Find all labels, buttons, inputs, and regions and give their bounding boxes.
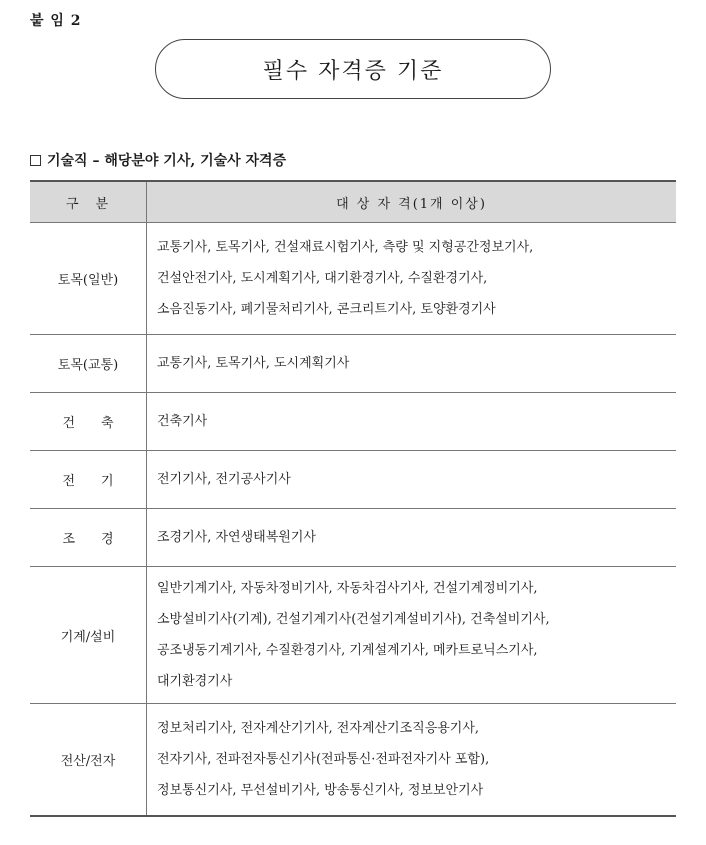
qualification-line: 전기기사, 전기공사기사 xyxy=(157,472,291,487)
qualification-table xyxy=(30,180,676,817)
qualification-line: 조경기사, 자연생태복원기사 xyxy=(157,530,316,545)
qualification-line: 일반기계기사, 자동차정비기사, 자동차검사기사, 건설기계정비기사, xyxy=(157,581,538,596)
checkbox-icon xyxy=(30,155,41,166)
row-qualifications xyxy=(147,335,677,393)
row-qualifications xyxy=(147,704,677,816)
row-qualifications xyxy=(147,567,677,704)
row-category: 건 축 xyxy=(30,393,147,451)
qualification-line: 대기환경기사 xyxy=(157,674,233,689)
qualification-line: 전자기사, 전파전자통신기사(전파통신·전파전자기사 포함), xyxy=(157,751,490,767)
qualification-line: 정보통신기사, 무선설비기사, 방송통신기사, 정보보안기사 xyxy=(157,782,484,798)
row-category: 전 기 xyxy=(30,451,147,509)
qualification-line: 교통기사, 토목기사, 건설재료시험기사, 측량 및 지형공간정보기사, xyxy=(157,240,534,255)
row-qualifications xyxy=(147,451,677,509)
row-category: 전산/전자 xyxy=(30,704,147,816)
row-category: 토목(교통) xyxy=(30,335,147,393)
table-row xyxy=(30,335,676,393)
header-qualification: 대 상 자 격(1개 이상) xyxy=(147,181,677,223)
page-title: 필수 자격증 기준 xyxy=(262,58,444,84)
qualification-line: 건축기사 xyxy=(157,414,208,429)
qualification-line: 건설안전기사, 도시계획기사, 대기환경기사, 수질환경기사, xyxy=(157,271,488,286)
qualification-line: 공조냉동기계기사, 수질환경기사, 기계설계기사, 메카트로닉스기사, xyxy=(157,643,538,658)
attachment-label: 붙 임 2 xyxy=(30,13,82,29)
table-row xyxy=(30,451,676,509)
qualification-line: 교통기사, 토목기사, 도시계획기사 xyxy=(157,356,350,371)
section-heading-text: 기술직 – 해당분야 기사, 기술사 자격증 xyxy=(47,153,287,169)
row-qualifications xyxy=(147,223,677,335)
row-category: 조 경 xyxy=(30,509,147,567)
table-row xyxy=(30,393,676,451)
table-row xyxy=(30,704,676,816)
header-category: 구 분 xyxy=(30,181,147,223)
title-box xyxy=(155,39,551,99)
qualification-line: 정보처리기사, 전자계산기기사, 전자계산기조직응용기사, xyxy=(157,720,480,736)
qualification-line: 소음진동기사, 폐기물처리기사, 콘크리트기사, 토양환경기사 xyxy=(157,302,496,317)
section-heading xyxy=(30,150,286,170)
row-category: 기계/설비 xyxy=(30,567,147,704)
row-category: 토목(일반) xyxy=(30,223,147,335)
row-qualifications xyxy=(147,393,677,451)
qualification-line: 소방설비기사(기계), 건설기계기사(건설기계설비기사), 건축설비기사, xyxy=(157,612,550,627)
row-qualifications xyxy=(147,509,677,567)
table-header-row xyxy=(30,181,676,223)
table-row xyxy=(30,223,676,335)
table-row xyxy=(30,567,676,704)
table-row xyxy=(30,509,676,567)
